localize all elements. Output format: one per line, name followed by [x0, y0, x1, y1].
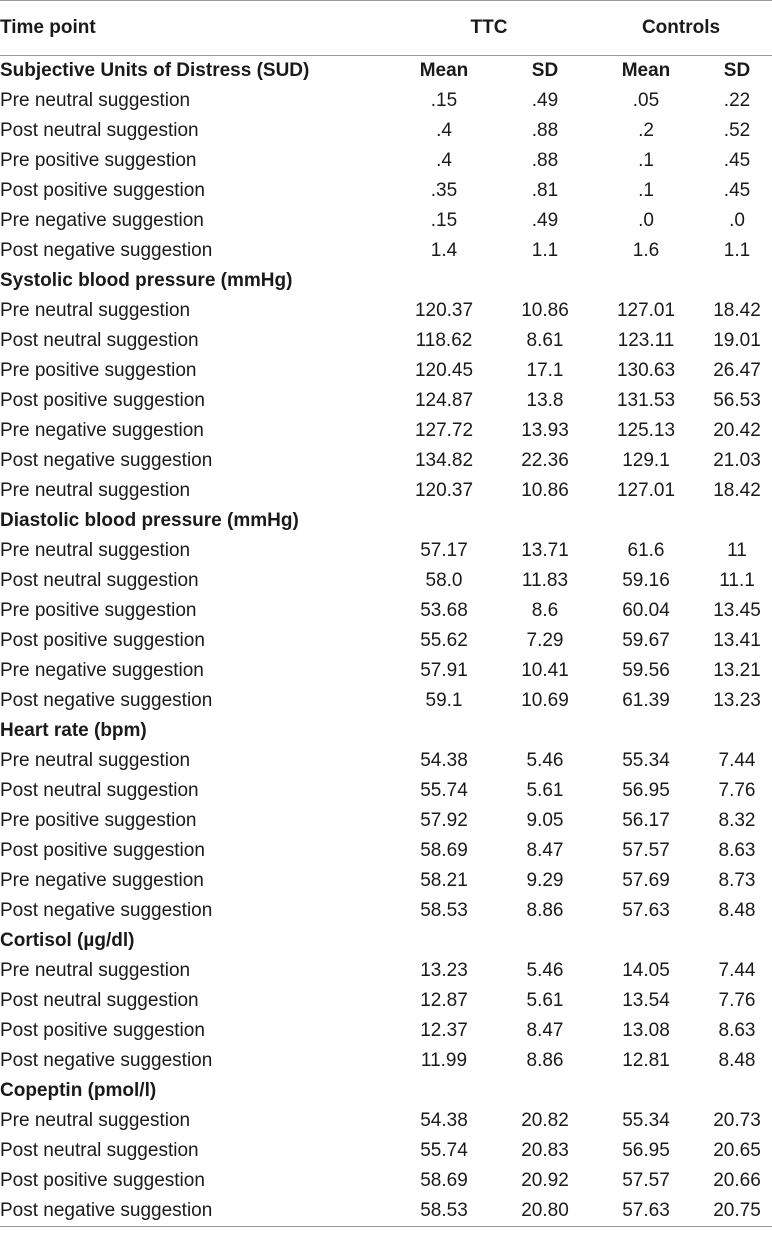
sd-cell: 5.46	[526, 750, 564, 771]
table-row	[0, 326, 772, 356]
row-label: Pre neutral suggestion	[0, 960, 191, 981]
sd-cell: 8.63	[718, 1020, 756, 1041]
mean-cell: 57.63	[590, 1196, 702, 1227]
table-row	[0, 1046, 772, 1076]
section-title: Subjective Units of Distress (SUD)	[0, 60, 310, 81]
sd-cell: 26.47	[713, 360, 761, 381]
mean-cell: 59.1	[425, 690, 463, 711]
table-row	[0, 686, 772, 716]
mean-cell: 58.69	[420, 1170, 468, 1191]
table-row	[0, 356, 772, 386]
mean-cell: .15	[430, 210, 458, 231]
mean-cell: 60.04	[622, 600, 670, 621]
table-header-row	[0, 1, 772, 56]
table-row	[0, 536, 772, 566]
column-header	[702, 266, 772, 296]
column-header	[388, 1076, 500, 1106]
mean-cell: 53.68	[420, 600, 468, 621]
mean-cell: 59.67	[622, 630, 670, 651]
row-label: Pre neutral suggestion	[0, 480, 191, 501]
table-row	[0, 866, 772, 896]
mean-cell: 58.0	[425, 570, 463, 591]
sd-cell: 13.93	[521, 420, 569, 441]
sd-cell: 19.01	[713, 330, 761, 351]
sd-cell: .0	[729, 210, 745, 231]
sd-cell: 5.46	[526, 960, 564, 981]
sd-cell: 8.32	[718, 810, 756, 831]
row-label: Pre neutral suggestion	[0, 750, 191, 771]
column-header	[590, 926, 702, 956]
sd-cell: 8.63	[718, 840, 756, 861]
column-header	[590, 266, 702, 296]
sd-cell: 5.61	[526, 780, 564, 801]
table-row	[0, 656, 772, 686]
table-row	[0, 566, 772, 596]
row-label: Post positive suggestion	[0, 1020, 205, 1041]
column-header	[500, 266, 590, 296]
section-title: Diastolic blood pressure (mmHg)	[0, 510, 299, 531]
mean-cell: 131.53	[616, 390, 676, 411]
sd-cell: 13.8	[526, 390, 564, 411]
table-row	[0, 986, 772, 1016]
column-header: Mean	[419, 60, 469, 81]
table-row	[0, 296, 772, 326]
sd-cell: 20.80	[500, 1196, 590, 1227]
sd-cell: 13.71	[521, 540, 569, 561]
mean-cell: 134.82	[414, 450, 474, 471]
mean-cell: 55.62	[420, 630, 468, 651]
mean-cell: 13.08	[622, 1020, 670, 1041]
column-header: SD	[723, 60, 751, 81]
mean-cell: .15	[430, 90, 458, 111]
mean-cell: 58.21	[420, 870, 468, 891]
mean-cell: 13.54	[622, 990, 670, 1011]
sd-cell: 11	[727, 540, 747, 561]
sd-cell: 8.86	[526, 900, 564, 921]
column-header	[702, 1076, 772, 1106]
column-header	[388, 506, 500, 536]
mean-cell: .2	[638, 120, 654, 141]
mean-cell: 57.57	[622, 1170, 670, 1191]
mean-cell: .05	[632, 90, 660, 111]
sd-cell: 8.6	[531, 600, 559, 621]
row-label: Post negative suggestion	[0, 450, 213, 471]
sd-cell: .49	[531, 210, 559, 231]
row-label: Pre negative suggestion	[0, 870, 204, 891]
row-label: Pre neutral suggestion	[0, 1110, 191, 1131]
row-label: Post positive suggestion	[0, 390, 205, 411]
row-label: Pre positive suggestion	[0, 600, 197, 621]
row-label: Post neutral suggestion	[0, 1140, 199, 1161]
column-header: Mean	[621, 60, 671, 81]
mean-cell: 120.45	[414, 360, 474, 381]
column-header	[500, 716, 590, 746]
sd-cell: 56.53	[713, 390, 761, 411]
mean-cell: 54.38	[420, 750, 468, 771]
row-label: Post negative suggestion	[0, 900, 213, 921]
mean-cell: 120.37	[414, 480, 474, 501]
column-header	[388, 926, 500, 956]
column-header	[702, 506, 772, 536]
sd-cell: 17.1	[526, 360, 564, 381]
table-row	[0, 416, 772, 446]
section-title: Heart rate (bpm)	[0, 720, 147, 741]
column-header	[500, 506, 590, 536]
sd-cell: 9.05	[526, 810, 564, 831]
sd-cell: 18.42	[713, 300, 761, 321]
header-group-controls: Controls	[590, 1, 772, 56]
row-label: Post positive suggestion	[0, 180, 205, 201]
mean-cell: 54.38	[420, 1110, 468, 1131]
sd-cell: 11.1	[719, 570, 755, 591]
sd-cell: .45	[723, 180, 751, 201]
section-title: Cortisol (µg/dl)	[0, 930, 135, 951]
mean-cell: 125.13	[616, 420, 676, 441]
section-header-row	[0, 1076, 772, 1106]
row-label: Post neutral suggestion	[0, 990, 199, 1011]
sd-cell: .45	[723, 150, 751, 171]
section-header-row	[0, 506, 772, 536]
mean-cell: 12.87	[420, 990, 468, 1011]
mean-cell: 127.01	[616, 480, 676, 501]
row-label: Post neutral suggestion	[0, 120, 199, 141]
row-label: Pre negative suggestion	[0, 210, 204, 231]
row-label: Pre neutral suggestion	[0, 300, 191, 321]
section-title: Copeptin (pmol/l)	[0, 1080, 157, 1101]
section-header-row	[0, 926, 772, 956]
mean-cell: 13.23	[420, 960, 468, 981]
header-time-point: Time point	[0, 1, 388, 56]
sd-cell: 20.73	[713, 1110, 761, 1131]
sd-cell: 20.66	[713, 1170, 761, 1191]
row-label: Post negative suggestion	[0, 690, 213, 711]
row-label: Post positive suggestion	[0, 1170, 205, 1191]
sd-cell: .49	[531, 90, 559, 111]
mean-cell: 14.05	[622, 960, 670, 981]
sd-cell: 13.41	[713, 630, 761, 651]
section-title: Systolic blood pressure (mmHg)	[0, 270, 293, 291]
table-row	[0, 206, 772, 236]
table-row	[0, 116, 772, 146]
mean-cell: 1.6	[632, 240, 660, 261]
sd-cell: 10.69	[521, 690, 569, 711]
sd-cell: 1.1	[723, 240, 751, 261]
mean-cell: 61.39	[622, 690, 670, 711]
row-label: Post negative suggestion	[0, 240, 213, 261]
sd-cell: 10.41	[521, 660, 569, 681]
mean-cell: 11.99	[420, 1050, 468, 1071]
sd-cell: 8.48	[718, 1050, 756, 1071]
table-row	[0, 1016, 772, 1046]
sd-cell: 13.21	[713, 660, 761, 681]
mean-cell: 57.91	[420, 660, 468, 681]
column-header	[500, 1076, 590, 1106]
mean-cell: 129.1	[622, 450, 670, 471]
mean-cell: 57.69	[622, 870, 670, 891]
row-label: Post negative suggestion	[0, 1050, 213, 1071]
sd-cell: 18.42	[713, 480, 761, 501]
sd-cell: 8.47	[526, 1020, 564, 1041]
table-row	[0, 746, 772, 776]
row-label: Post negative suggestion	[0, 1196, 388, 1227]
section-header-row	[0, 266, 772, 296]
row-label: Pre positive suggestion	[0, 360, 197, 381]
mean-cell: 61.6	[627, 540, 665, 561]
mean-cell: 55.74	[420, 1140, 468, 1161]
sd-cell: .88	[531, 120, 559, 141]
mean-cell: .35	[430, 180, 458, 201]
mean-cell: 57.63	[622, 900, 670, 921]
sd-cell: 10.86	[521, 480, 569, 501]
sd-cell: 1.1	[531, 240, 559, 261]
column-header	[590, 506, 702, 536]
mean-cell: 56.95	[622, 780, 670, 801]
table-row	[0, 1196, 772, 1227]
table-row	[0, 896, 772, 926]
sd-cell: .88	[531, 150, 559, 171]
mean-cell: 56.95	[622, 1140, 670, 1161]
table-row	[0, 146, 772, 176]
sd-cell: 8.47	[526, 840, 564, 861]
sd-cell: 20.82	[521, 1110, 569, 1131]
row-label: Post neutral suggestion	[0, 780, 199, 801]
row-label: Post neutral suggestion	[0, 570, 199, 591]
sd-cell: 22.36	[521, 450, 569, 471]
row-label: Post neutral suggestion	[0, 330, 199, 351]
mean-cell: 12.81	[622, 1050, 670, 1071]
mean-cell: 127.01	[616, 300, 676, 321]
sd-cell: 20.75	[702, 1196, 772, 1227]
table-row	[0, 386, 772, 416]
mean-cell: 130.63	[616, 360, 676, 381]
mean-cell: 55.74	[420, 780, 468, 801]
mean-cell: .4	[436, 120, 452, 141]
sd-cell: 7.76	[718, 990, 756, 1011]
mean-cell: 57.57	[622, 840, 670, 861]
table-row	[0, 1166, 772, 1196]
row-label: Pre neutral suggestion	[0, 540, 191, 561]
column-header	[702, 926, 772, 956]
table-row	[0, 1136, 772, 1166]
table-row	[0, 806, 772, 836]
mean-cell: 58.53	[388, 1196, 500, 1227]
table-row	[0, 626, 772, 656]
mean-cell: 124.87	[414, 390, 474, 411]
mean-cell: 57.92	[420, 810, 468, 831]
sd-cell: 7.44	[718, 960, 756, 981]
sd-cell: 20.92	[521, 1170, 569, 1191]
sd-cell: 8.61	[526, 330, 564, 351]
mean-cell: 57.17	[420, 540, 468, 561]
sd-cell: .52	[723, 120, 751, 141]
row-label: Post positive suggestion	[0, 630, 205, 651]
sd-cell: 20.83	[521, 1140, 569, 1161]
row-label: Pre positive suggestion	[0, 150, 197, 171]
mean-cell: .0	[638, 210, 654, 231]
sd-cell: 13.23	[713, 690, 761, 711]
sd-cell: 20.65	[713, 1140, 761, 1161]
sd-cell: 9.29	[526, 870, 564, 891]
row-label: Pre negative suggestion	[0, 660, 204, 681]
table-row	[0, 956, 772, 986]
mean-cell: 58.53	[420, 900, 468, 921]
mean-cell: 123.11	[617, 330, 675, 351]
mean-cell: .1	[638, 180, 654, 201]
sd-cell: 5.61	[526, 990, 564, 1011]
sd-cell: 7.29	[526, 630, 564, 651]
column-header	[590, 1076, 702, 1106]
section-header-row	[0, 56, 772, 87]
column-header	[500, 926, 590, 956]
mean-cell: 1.4	[430, 240, 458, 261]
sd-cell: 20.42	[713, 420, 761, 441]
sd-cell: 13.45	[713, 600, 761, 621]
sd-cell: 21.03	[713, 450, 761, 471]
sd-cell: 8.48	[718, 900, 756, 921]
mean-cell: 118.62	[415, 330, 473, 351]
table-body	[0, 56, 772, 1227]
row-label: Pre negative suggestion	[0, 420, 204, 441]
mean-cell: 55.34	[622, 1110, 670, 1131]
table-row	[0, 176, 772, 206]
row-label: Post positive suggestion	[0, 840, 205, 861]
mean-cell: 59.56	[622, 660, 670, 681]
mean-cell: .1	[638, 150, 654, 171]
sd-cell: 8.73	[718, 870, 756, 891]
column-header	[702, 716, 772, 746]
sd-cell: 8.86	[526, 1050, 564, 1071]
mean-cell: 55.34	[622, 750, 670, 771]
table-row	[0, 236, 772, 266]
mean-cell: .4	[436, 150, 452, 171]
sd-cell: 11.83	[521, 570, 569, 591]
section-header-row	[0, 716, 772, 746]
mean-cell: 58.69	[420, 840, 468, 861]
column-header: SD	[531, 60, 559, 81]
sd-cell: .81	[531, 180, 559, 201]
sd-cell: .22	[723, 90, 751, 111]
mean-cell: 56.17	[622, 810, 670, 831]
column-header	[388, 266, 500, 296]
table-row	[0, 476, 772, 506]
row-label: Pre positive suggestion	[0, 810, 197, 831]
mean-cell: 127.72	[414, 420, 474, 441]
mean-cell: 120.37	[414, 300, 474, 321]
table-row	[0, 776, 772, 806]
mean-cell: 59.16	[622, 570, 670, 591]
sd-cell: 7.44	[718, 750, 756, 771]
column-header	[388, 716, 500, 746]
table-row	[0, 446, 772, 476]
table-row	[0, 86, 772, 116]
table-row	[0, 1106, 772, 1136]
mean-cell: 12.37	[420, 1020, 468, 1041]
table-row	[0, 836, 772, 866]
sd-cell: 10.86	[521, 300, 569, 321]
column-header	[590, 716, 702, 746]
row-label: Pre neutral suggestion	[0, 90, 191, 111]
sd-cell: 7.76	[718, 780, 756, 801]
table-row	[0, 596, 772, 626]
header-group-ttc: TTC	[388, 1, 590, 56]
